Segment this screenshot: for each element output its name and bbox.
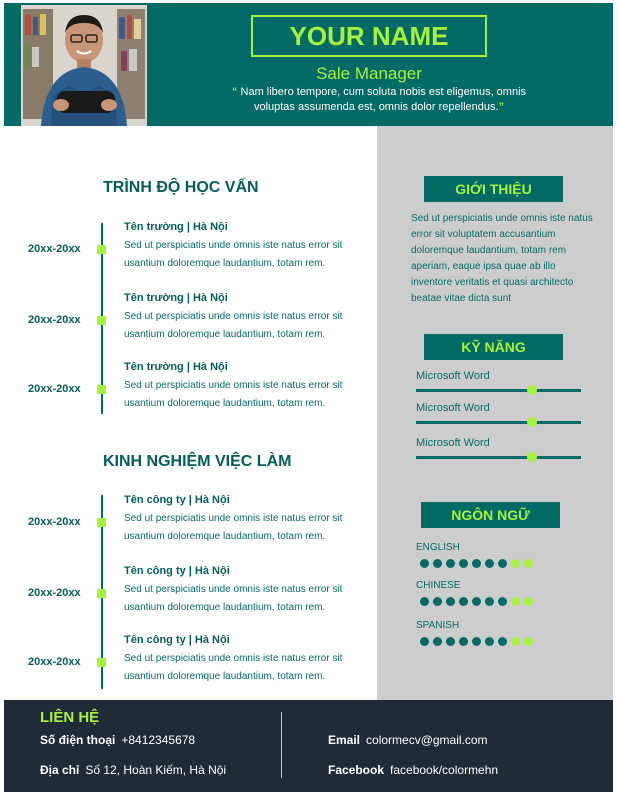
rating-dot xyxy=(433,637,442,646)
rating-dot xyxy=(485,597,494,606)
skill-label: Microsoft Word xyxy=(416,437,490,449)
email-label: Email xyxy=(328,733,361,747)
skill-level-marker xyxy=(527,385,537,395)
cv-page xyxy=(4,3,613,792)
experience-item xyxy=(4,494,374,554)
rating-dot xyxy=(459,559,468,568)
phone-value: +8412345678 xyxy=(121,733,196,747)
education-item xyxy=(4,221,374,281)
rating-dot xyxy=(511,559,520,568)
education-date: 20xx-20xx xyxy=(28,314,81,326)
timeline-marker xyxy=(97,518,106,527)
intro-title: GIỚI THIỆU xyxy=(424,176,563,202)
job-title: Sale Manager xyxy=(316,64,422,83)
language-rating xyxy=(420,637,533,646)
footer-divider xyxy=(281,712,282,778)
rating-dot xyxy=(485,559,494,568)
rating-dot xyxy=(498,597,507,606)
language-label: CHINESE xyxy=(416,580,461,591)
timeline-marker xyxy=(97,385,106,394)
skills-title: KỸ NĂNG xyxy=(424,334,563,360)
rating-dot xyxy=(524,597,533,606)
education-desc: Sed ut perspiciatis unde omnis iste natus error sit usantium doloremque laudantium, totam rem. xyxy=(124,240,343,269)
contact-title: LIÊN HỆ xyxy=(40,709,100,726)
experience-desc: Sed ut perspiciatis unde omnis iste natus error sit usantium doloremque laudantium, totam rem. xyxy=(124,584,343,613)
language-rating xyxy=(420,559,533,568)
skill-bar xyxy=(416,421,581,424)
rating-dot xyxy=(472,559,481,568)
rating-dot xyxy=(511,637,520,646)
quote-close-mark: ” xyxy=(498,101,505,113)
rating-dot xyxy=(524,637,533,646)
rating-dot xyxy=(433,559,442,568)
rating-dot xyxy=(511,597,520,606)
rating-dot xyxy=(446,559,455,568)
intro-text: Sed ut perspiciatis unde omnis iste natus error sit voluptatem accusantium doloremque laudantium, totam rem aperiam, eaque ipsa quae ab illo inventore veritatis et quasi architecto beatae vitae dicta sunt xyxy=(411,213,593,304)
education-title: TRÌNH ĐỘ HỌC VẤN xyxy=(103,179,259,196)
facebook-value[interactable]: facebook/colormehn xyxy=(390,763,499,777)
language-label: SPANISH xyxy=(416,620,460,631)
rating-dot xyxy=(498,559,507,568)
language-label: ENGLISH xyxy=(416,542,460,553)
timeline-marker xyxy=(97,316,106,325)
education-date: 20xx-20xx xyxy=(28,383,81,395)
skill-level-marker xyxy=(527,452,537,462)
education-item xyxy=(4,361,374,421)
contact-email xyxy=(328,733,488,747)
rating-dot xyxy=(446,637,455,646)
language-rating xyxy=(420,597,533,606)
experience-item xyxy=(4,565,374,625)
phone-label: Số điện thoại xyxy=(40,733,116,747)
languages-title: NGÔN NGỮ xyxy=(421,502,560,528)
rating-dot xyxy=(420,559,429,568)
address-label: Địa chỉ xyxy=(40,763,80,777)
rating-dot xyxy=(446,597,455,606)
language-item xyxy=(416,620,586,650)
experience-date: 20xx-20xx xyxy=(28,656,81,668)
skill-item xyxy=(416,402,581,428)
skill-bar xyxy=(416,389,581,392)
header-banner xyxy=(4,3,613,126)
email-value[interactable]: colormecv@gmail.com xyxy=(366,733,488,747)
experience-date: 20xx-20xx xyxy=(28,587,81,599)
experience-date: 20xx-20xx xyxy=(28,516,81,528)
education-desc: Sed ut perspiciatis unde omnis iste natus error sit usantium doloremque laudantium, totam rem. xyxy=(124,311,343,340)
address-value: Số 12, Hoàn Kiếm, Hà Nội xyxy=(85,763,227,777)
rating-dot xyxy=(498,637,507,646)
contact-facebook xyxy=(328,763,498,777)
skill-level-marker xyxy=(527,417,537,427)
rating-dot xyxy=(433,597,442,606)
quote-body: Nam libero tempore, cum soluta nobis est eligemus, omnis voluptas assumenda est, omnis dolor repellendus. xyxy=(240,86,527,113)
contact-address xyxy=(40,763,226,777)
education-school: Tên trường | Hà Nội xyxy=(124,292,228,304)
rating-dot xyxy=(459,637,468,646)
facebook-label: Facebook xyxy=(328,763,385,777)
name-heading: YOUR NAME xyxy=(251,15,487,57)
timeline-marker xyxy=(97,245,106,254)
skill-label: Microsoft Word xyxy=(416,370,490,382)
experience-company: Tên công ty | Hà Nội xyxy=(124,565,230,577)
contact-footer xyxy=(4,700,613,792)
education-desc: Sed ut perspiciatis unde omnis iste natus error sit usantium doloremque laudantium, totam rem. xyxy=(124,380,343,409)
quote-open-mark: “ xyxy=(231,86,238,98)
experience-item xyxy=(4,634,374,694)
experience-company: Tên công ty | Hà Nội xyxy=(124,634,230,646)
experience-desc: Sed ut perspiciatis unde omnis iste natus error sit usantium doloremque laudantium, totam rem. xyxy=(124,653,343,682)
education-item xyxy=(4,292,374,352)
experience-desc: Sed ut perspiciatis unde omnis iste natus error sit usantium doloremque laudantium, totam rem. xyxy=(124,513,343,542)
rating-dot xyxy=(485,637,494,646)
contact-phone xyxy=(40,733,195,747)
profile-photo xyxy=(21,5,147,126)
skill-label: Microsoft Word xyxy=(416,402,490,414)
rating-dot xyxy=(459,597,468,606)
skill-item xyxy=(416,437,581,463)
rating-dot xyxy=(472,597,481,606)
skill-bar xyxy=(416,456,581,459)
language-item xyxy=(416,580,586,610)
rating-dot xyxy=(524,559,533,568)
rating-dot xyxy=(472,637,481,646)
experience-title: KINH NGHIỆM VIỆC LÀM xyxy=(103,453,292,470)
skill-item xyxy=(416,370,581,396)
education-school: Tên trường | Hà Nội xyxy=(124,361,228,373)
education-school: Tên trường | Hà Nội xyxy=(124,221,228,233)
quote-text xyxy=(214,85,544,115)
timeline-marker xyxy=(97,589,106,598)
rating-dot xyxy=(420,637,429,646)
rating-dot xyxy=(420,597,429,606)
experience-company: Tên công ty | Hà Nội xyxy=(124,494,230,506)
education-date: 20xx-20xx xyxy=(28,243,81,255)
language-item xyxy=(416,542,586,572)
timeline-marker xyxy=(97,658,106,667)
